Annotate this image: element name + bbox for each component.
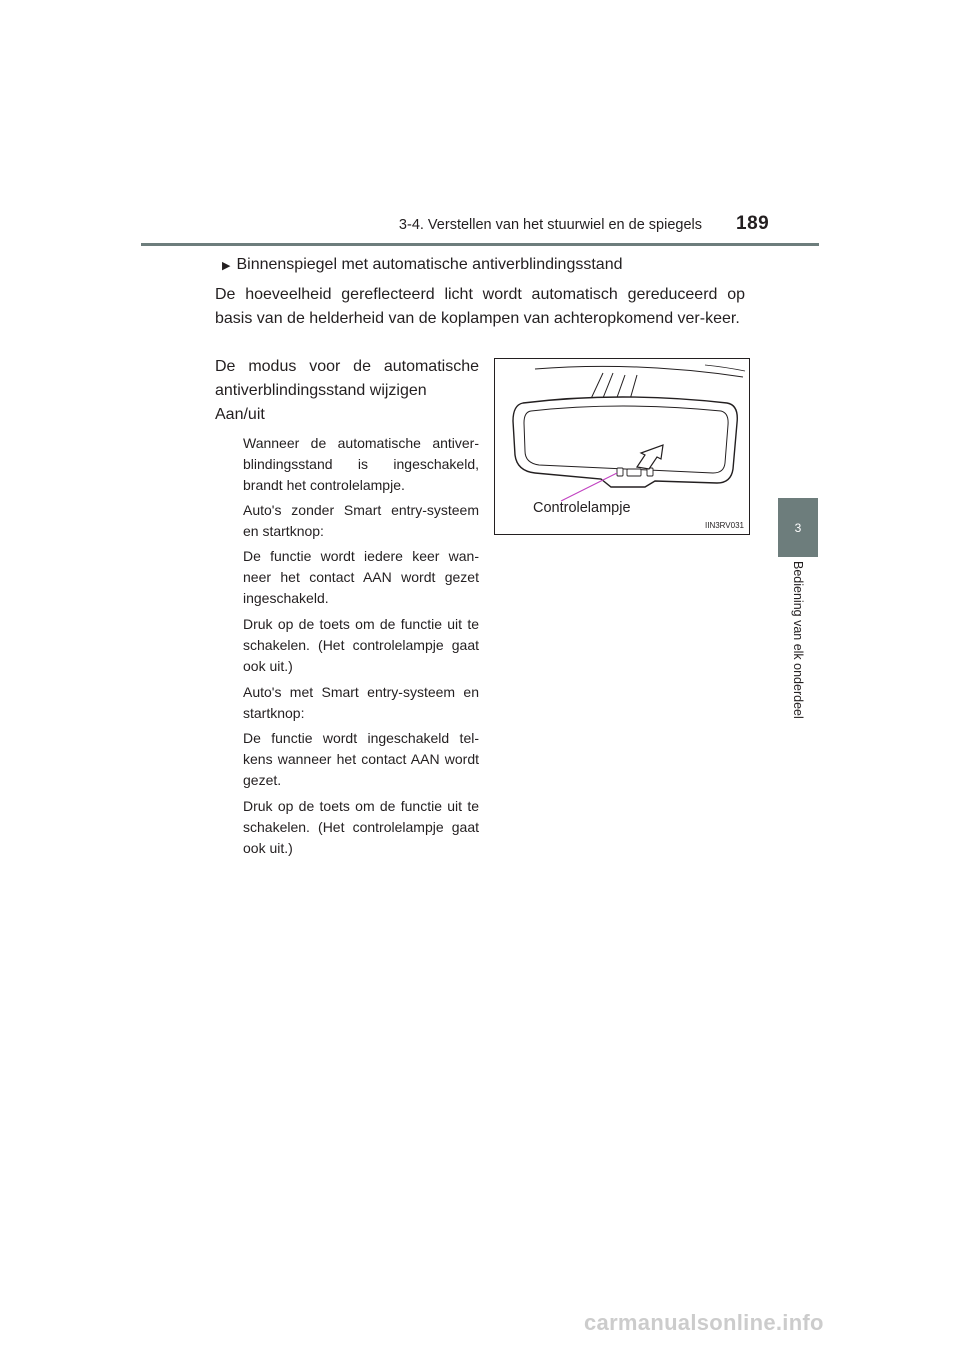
chapter-title: Bediening van elk onderdeel: [791, 561, 805, 719]
chapter-tab: [778, 498, 818, 557]
paragraph-press-button-1: Druk op de toets om de functie uit te schakelen. (Het controlelampje gaat ook uit.): [243, 616, 479, 674]
paragraph-no-smart-entry-detail: De functie wordt iedere keer wan-neer het contact AAN wordt gezet ingeschakeld.: [243, 548, 479, 606]
paragraph-no-smart-entry: Auto's zonder Smart entry-systeem en startknop:: [243, 502, 479, 539]
mode-title: De modus voor de automatische antiverblindingsstand wijzigen: [215, 358, 479, 399]
triangle-bullet-icon: ▶: [222, 260, 231, 272]
page-number: 189: [736, 213, 770, 234]
chapter-number: 3: [794, 520, 802, 535]
on-off-heading: Aan/uit: [215, 406, 265, 423]
mirror-figure: [494, 358, 750, 535]
figure-code: IIN3RV031: [705, 521, 744, 530]
chapter-label: [762, 561, 834, 751]
header-rule: [141, 243, 819, 246]
paragraph-indicator: Wanneer de automatische antiver-blindingsstand is ingeschakeld, brandt het controlelampje.: [243, 435, 479, 493]
bullet-heading: [222, 256, 622, 274]
callout-label: Controlelampje: [533, 500, 631, 516]
watermark: carmanualsonline.info: [584, 1310, 824, 1335]
paragraph-press-button-2: Druk op de toets om de functie uit te schakelen. (Het controlelampje gaat ook uit.): [243, 798, 479, 856]
section-title: 3-4. Verstellen van het stuurwiel en de spiegels: [398, 217, 702, 233]
intro-paragraph: De hoeveelheid gereflecteerd licht wordt automatisch gereduceerd op basis van de helderheid van de koplampen van achteropkomend ver-keer.: [215, 286, 745, 327]
bullet-heading-text: Binnenspiegel met automatische antiverblindingsstand: [236, 256, 623, 273]
paragraph-smart-entry: Auto's met Smart entry-systeem en startknop:: [243, 684, 479, 721]
paragraph-smart-entry-detail: De functie wordt ingeschakeld tel-kens wanneer het contact AAN wordt gezet.: [243, 730, 479, 788]
